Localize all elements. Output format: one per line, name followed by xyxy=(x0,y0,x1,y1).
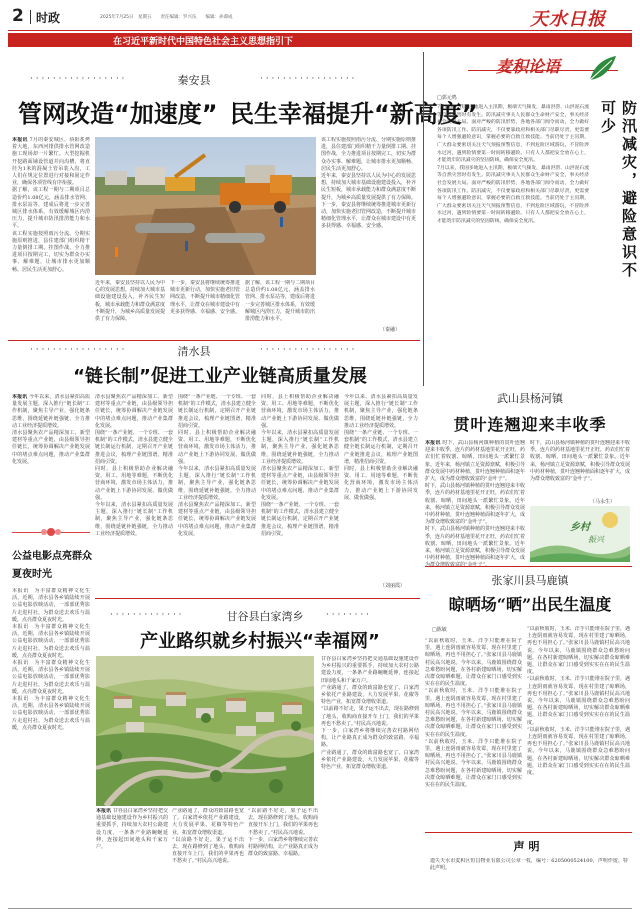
article1-photo xyxy=(95,137,316,275)
article5-body-col3: “以前路不好走，果子运不出去，现在路修到了地头，收购商直接开车上门，我们的苹果再也不愁卖了。”村民高兴地说。 下一步，白家湾乡将继续完善农村路网结构，让产业路真正成为群众的致富路、幸福路。 xyxy=(248,808,318,858)
article2-location: 清水县 xyxy=(177,345,211,358)
flower-icon xyxy=(38,522,64,542)
column-label: 麦积论语 xyxy=(496,57,561,76)
article1-location: 秦安县 xyxy=(177,74,211,87)
article5-location-ornament-right: · · · · · · · · xyxy=(326,610,369,620)
article4-title: 晾晒场“晒”出民生温度 xyxy=(448,595,612,614)
svg-text:乡村: 乡村 xyxy=(570,522,590,533)
page-number: 2 xyxy=(12,6,24,26)
page-meta: 2025年7月25日 星期五 责任编辑：罗兴伍 编辑：孙谭成 xyxy=(100,15,233,20)
article5-body-col2: 产业路通了，群众的致富路也宽了。白家湾乡依托产业路建设，大力发展苹果、花椒等特色产业，拓宽群众增收渠道。 “以前路不好走，果子运不出去，现在路修到了地头，收购商直接开车上门，我们的苹果再也不愁卖了。”村民高兴地说。 xyxy=(172,808,244,865)
ad-body: 本报讯 为丰富群众精神文化生活，近期，清水县各乡镇陆续开展公益电影放映活动，一部部优秀影片走进村社，为群众送去欢乐与温暖，点亮群众夏夜时光。 本报讯 为丰富群众精神文化生活，近期，清水县各乡镇陆续开展公益电影放映活动，一部部优秀影片走进村社，为群众送去欢乐与温暖，点亮群众夏夜时光。 本报讯 为丰富群众精神文化生活，近期，清水县各乡镇陆续开展公益电影放映活动，一部部优秀影片走进村社，为群众送去欢乐与温暖，点亮群众夏夜时光。 本报讯 为丰富群众精神文化生活，近期，清水县各乡镇陆续开展公益电影放映活动，一部部优秀影片走进村社，为群众送去欢乐与温暖，点亮群众夏夜时光。 xyxy=(12,588,90,731)
column-header xyxy=(428,52,632,92)
article2-title: “链长制”促进工业产业链高质量发展 xyxy=(73,366,367,387)
article5-body-col4: 甘谷县白家湾乡坚持把交通基础设施建设作为乡村振兴的重要抓手，持续加大农村公路建设力度，一条条产业路蜿蜒延伸，连接起田间地头和千家万户。 产业路通了，群众的致富路也宽了。白家湾乡依托产业路建设，大力发展苹果、花椒等特色产业，拓宽群众增收渠道。 “以前路不好走，果子运不出去，现在路修到了地头，收购商直接开车上门，我们的苹果再也不愁卖了。”村民高兴地说。 下一步，白家湾乡将继续完善农村路网结构，让产业路真正成为群众的致富路、幸福路。 产业路通了，群众的致富路也宽了。白家湾乡依托产业路建设，大力发展苹果、花椒等特色产业，拓宽群众增收渠道。 xyxy=(321,656,419,771)
article3-title: 贯叶连翘迎来丰收季 xyxy=(453,415,607,434)
ad-title: 公益电影点亮群众夏夜时光 xyxy=(12,551,92,580)
article1-title-part1: 管网改造“加速度” xyxy=(18,100,218,128)
statement-title: 声明 xyxy=(513,840,544,853)
article2-body-col3: 围绕“一条产业链、一个专班、一套机制”的工作模式，清水县建立健全链长制运行机制，定期召开产业链推进会议，梳理产业链图谱，精准招商引资。 同时，县上积极帮助企业解决融资、用工、用地等难题，不断优化营商环境，激发市场主体活力，推动产业链上下游协同发展、做优做强。 今年以来，清水县紧扣高质量发展主题，深入推行“链长制”工作机制，聚焦主导产业，强化链条思维，围绕延链补链强链，全力推动工业经济提质增效。 清水县聚焦农产品精深加工、新型建材等重点产业链，由县级领导担任链长，统筹协调解决产业链发展中的堵点难点问题，推动产业集群化发展。 xyxy=(178,394,256,537)
article1-location-ornament-right: · · · · · · · · · · · · · · · · · xyxy=(260,74,355,84)
article1-location-ornament: · · · · · · · · · · · · · · · · · xyxy=(30,74,125,84)
leaf-icon xyxy=(586,54,618,84)
village-decoration xyxy=(530,506,630,562)
article3-author: （马永生） xyxy=(590,499,616,505)
ad-ornament xyxy=(12,522,92,544)
article2-body-col5: 今年以来，清水县紧扣高质量发展主题，深入推行“链长制”工作机制，聚焦主导产业，强化链条思维，围绕延链补链强链，全力推动工业经济提质增效。 围绕“一条产业链、一个专班、一套机制”的工作模式，清水县建立健全链长制运行机制，定期召开产业链推进会议，梳理产业链图谱，精准招商引资。 同时，县上积极帮助企业解决融资、用工、用地等难题，不断优化营商环境，激发市场主体活力，推动产业链上下游协同发展、做优做强。 xyxy=(344,394,418,501)
section-name: 时政 xyxy=(36,11,61,25)
article1-body-col2: 近年来，秦安县坚持以人民为中心的发展思想，持续加大城市基础设施建设投入，补齐民生短板，城市承载能力和群众满意度不断提升，为城乡高质量发展提供了有力保障。 xyxy=(95,280,165,323)
article2-location-ornament: · · · · · · · · · · · · · · · · · xyxy=(30,345,125,355)
article4-author: □陈敏 xyxy=(432,627,447,633)
article1-author: （秦融） xyxy=(380,327,401,333)
article4-location: 张家川县马鹿镇 xyxy=(491,574,569,587)
article2-body-col4: 同时，县上积极帮助企业解决融资、用工、用地等难题，不断优化营商环境，激发市场主体活力，推动产业链上下游协同发展、做优做强。 今年以来，清水县紧扣高质量发展主题，深入推行“链长制”工作机制，聚焦主导产业，强化链条思维，围绕延链补链强链，全力推动工业经济提质增效。 清水县聚焦农产品精深加工、新型建材等重点产业链，由县级领导担任链长，统筹协调解决产业链发展中的堵点难点问题，推动产业集群化发展。 围绕“一条产业链、一个专班、一套机制”的工作模式，清水县建立健全链长制运行机制，定期召开产业链推进会议，梳理产业链图谱，精准招商引资。 xyxy=(261,394,339,537)
article2-location-ornament-right: · · · · · · · · · · · · · · · · · xyxy=(260,345,355,355)
article3-body-col2: 时下，武山县杨河镇种植的贯叶连翘迎来丰收季，连片的药材基地里花开正旺，药农们忙着收割、晾晒，田间地头一派繁忙景象。近年来，杨河镇立足资源禀赋，积极引导群众发展中药材种植，贯叶连翘种植面积逐年扩大，成为群众增收致富的“金叶子”。 xyxy=(530,440,630,483)
article5-photo xyxy=(96,656,314,806)
statement-body: 遗失天水市麦积区恒昌物业有限公司公章一枚，编号：6205000524100，声明作废。特此声明。 xyxy=(430,858,628,872)
article2-body-col2: 清水县聚焦农产品精深加工、新型建材等重点产业链，由县级领导担任链长，统筹协调解决产业链发展中的堵点难点问题，推动产业集群化发展。 围绕“一条产业链、一个专班、一套机制”的工作模式，清水县建立健全链长制运行机制，定期召开产业链推进会议，梳理产业链图谱，精准招商引资。 同时，县上积极帮助企业解决融资、用工、用地等难题，不断优化营商环境，激发市场主体活力，推动产业链上下游协同发展、做优做强。 今年以来，清水县紧扣高质量发展主题，深入推行“链长制”工作机制，聚焦主导产业，强化链条思维，围绕延链补链强链，全力推动工业经济提质增效。 xyxy=(95,394,173,537)
svg-text:振兴: 振兴 xyxy=(588,535,604,544)
newspaper-logo: 天水日报 xyxy=(530,9,606,30)
article5-title: 产业路织就乡村振兴“幸福网” xyxy=(140,631,380,652)
article3-body-col1: 本报讯 时下，武山县杨河镇种植的贯叶连翘迎来丰收季，连片的药材基地里花开正旺，药农们忙着收割、晾晒，田间地头一派繁忙景象。近年来，杨河镇立足资源禀赋，积极引导群众发展中药材种植，贯叶连翘种植面积逐年扩大，成为群众增收致富的“金叶子”。 时下，武山县杨河镇种植的贯叶连翘迎来丰收季，连片的药材基地里花开正旺，药农们忙着收割、晾晒，田间地头一派繁忙景象。近年来，杨河镇立足资源禀赋，积极引导群众发展中药材种植，贯叶连翘种植面积逐年扩大，成为群众增收致富的“金叶子”。 时下，武山县杨河镇种植的贯叶连翘迎来丰收季，连片的药材基地里花开正旺，药农们忙着收割、晾晒，田间地头一派繁忙景象。近年来，杨河镇立足资源禀赋，积极引导群众发展中药材种植，贯叶连翘种植面积逐年扩大，成为群众增收致富的“金叶子”。 xyxy=(425,440,525,569)
article1-body-col5: 该工程实施按照雨污分流、分期实施原则推进，县住建部门组织精干力量倒排工期、挂图作战，全力推进项目按期完工，切实为群众办实事、解难题，让城市排水更加顺畅、居民生活更加舒心。 近年来，秦安县坚持以人民为中心的发展思想，持续加大城市基础设施建设投入，补齐民生短板，城市承载能力和群众满意度不断提升，为城乡高质量发展提供了有力保障。 下一步，秦安县将继续统筹推进城市更新行动，加快实施老旧管网改造，不断提升城市精细化管理水平，让群众在城市建设中有更多获得感、幸福感、安全感。 xyxy=(321,137,416,230)
article5-location: 甘谷县白家湾乡 xyxy=(226,610,304,623)
article4-body-col1: “以前秋收时，玉米、洋芋只能堆在院子里，遇上连阴雨就容易发霉，现在村里建了晾晒场，再也不用担心了。”张家川县马鹿镇村民高兴地说。今年以来，马鹿镇围绕群众急难愁盼问题，在各村新建晾晒场，切实解决群众晾晒难题，让群众在家门口感受到实实在在的民生温度。 “以前秋收时，玉米、洋芋只能堆在院子里，遇上连阴雨就容易发霉，现在村里建了晾晒场，再也不用担心了。”张家川县马鹿镇村民高兴地说。今年以来，马鹿镇围绕群众急难愁盼问题，在各村新建晾晒场，切实解决群众晾晒难题，让群众在家门口感受到实实在在的民生温度。 “以前秋收时，玉米、洋芋只能堆在院子里，遇上连阴雨就容易发霉，现在村里建了晾晒场，再也不用担心了。”张家川县马鹿镇村民高兴地说。今年以来，马鹿镇围绕群众急难愁盼问题，在各村新建晾晒场，切实解决群众晾晒难题，让群众在家门口感受到实实在在的民生温度。 xyxy=(425,638,522,789)
article1-title-part2: 民生幸福提升“新高度” xyxy=(230,100,478,128)
page-header xyxy=(8,6,632,32)
article5-body-col1: 本报讯 甘谷县白家湾乡坚持把交通基础设施建设作为乡村振兴的重要抓手，持续加大农村公路建设力度，一条条产业路蜿蜒延伸，连接起田间地头和千家万户。 xyxy=(96,808,168,851)
article3-location: 武山县杨河镇 xyxy=(497,392,563,405)
article1-body-col4: 据了解，该工程一期与二期项目总造价约1.08亿元，涵盖排水管网、排水泵站等，建成后将进一步完善城区排水体系，有效缓解城区内涝压力，提升城市防汛排涝能力和水平。 xyxy=(245,280,315,323)
column-author: □郭元鸣 xyxy=(437,95,457,101)
theme-banner xyxy=(8,33,632,47)
article2-body-col1: 本报讯 今年以来，清水县紧扣高质量发展主题，深入推行“链长制”工作机制，聚焦主导产业，强化链条思维，围绕延链补链强链，全力推动工业经济提质增效。 清水县聚焦农产品精深加工、新型建材等重点产业链，由县级领导担任链长，统筹协调解决产业链发展中的堵点难点问题，推动产业集群化发展。 xyxy=(12,394,90,465)
article4-body-col2: “以前秋收时，玉米、洋芋只能堆在院子里，遇上连阴雨就容易发霉，现在村里建了晾晒场，再也不用担心了。”张家川县马鹿镇村民高兴地说。今年以来，马鹿镇围绕群众急难愁盼问题，在各村新建晾晒场，切实解决群众晾晒难题，让群众在家门口感受到实实在在的民生温度。 “以前秋收时，玉米、洋芋只能堆在院子里，遇上连阴雨就容易发霉，现在村里建了晾晒场，再也不用担心了。”张家川县马鹿镇村民高兴地说。今年以来，马鹿镇围绕群众急难愁盼问题，在各村新建晾晒场，切实解决群众晾晒难题，让群众在家门口感受到实实在在的民生温度。 “以前秋收时，玉米、洋芋只能堆在院子里，遇上连阴雨就容易发霉，现在村里建了晾晒场，再也不用担心了。”张家川县马鹿镇村民高兴地说。今年以来，马鹿镇围绕群众急难愁盼问题，在各村新建晾晒场，切实解决群众晾晒难题，让群众在家门口感受到实实在在的民生温度。 xyxy=(527,626,630,777)
article5-location-ornament: · · · · · · · · · · · · · xyxy=(110,610,182,620)
article1-body-col3: 下一步，秦安县将继续统筹推进城市更新行动，加快实施老旧管网改造，不断提升城市精细化管理水平，让群众在城市建设中有更多获得感、幸福感、安全感。 xyxy=(170,280,240,315)
column-title: 防汛减灾，避险意识不可少 xyxy=(599,100,638,280)
column-body: 7月以来，我国多地进入主汛期，极端天气频发，暴雨洪涝、山洪泥石流等自然灾害时有发生。防汛减灾事关人民群众生命财产安全，事关经济社会发展大局。面对严峻的防汛形势，各地各部门闻令而动，全力做好各项防汛工作。防汛减灾，不仅要靠政府和相关部门尽职尽责，更需要每个人增强避险意识，掌握必要的自救互救技能。当前仍处于主汛期，广大群众要密切关注天气预报预警信息，不到危险区域游玩，不冒险涉水过河，遇到险情要第一时间转移避险。只有人人都把安全放在心上，才能筑牢防汛减灾的坚固防线，确保安全度汛。 7月以来，我国多地进入主汛期，极端天气频发，暴雨洪涝、山洪泥石流等自然灾害时有发生。防汛减灾事关人民群众生命财产安全，事关经济社会发展大局。面对严峻的防汛形势，各地各部门闻令而动，全力做好各项防汛工作。防汛减灾，不仅要靠政府和相关部门尽职尽责，更需要每个人增强避险意识，掌握必要的自救互救技能。当前仍处于主汛期，广大群众要密切关注天气预报预警信息，不到危险区域游玩，不冒险涉水过河，遇到险情要第一时间转移避险。只有人人都把安全放在心上，才能筑牢防汛减灾的坚固防线，确保安全度汛。 xyxy=(437,105,589,224)
article2-author: （刘丽霞） xyxy=(380,583,406,589)
article1-body-col1: 本报讯 7月的秦安城区，骄阳炙烤着大地，东西河排供排水管网改造施工现场却一片繁忙。大型挖掘机开挖路面铺设管道并向沟槽，将直径为1米的混凝土管吊装入沟，工人们在规定位置进行对接和固定作业，确保各项管线有序衔接。 据了解，该工程一期与二期项目总造价约1.08亿元，涵盖排水管网、排水泵站等，建成后将进一步完善城区排水体系，有效缓解城区内涝压力，提升城市防汛排涝能力和水平。 该工程实施按照雨污分流、分期实施原则推进，县住建部门组织精干力量倒排工期、挂图作战，全力推进项目按期完工，切实为群众办实事、解难题，让城市排水更加顺畅、居民生活更加舒心。 xyxy=(12,137,90,273)
banner-text: 在习近平新时代中国特色社会主义思想指引下 xyxy=(112,37,293,47)
